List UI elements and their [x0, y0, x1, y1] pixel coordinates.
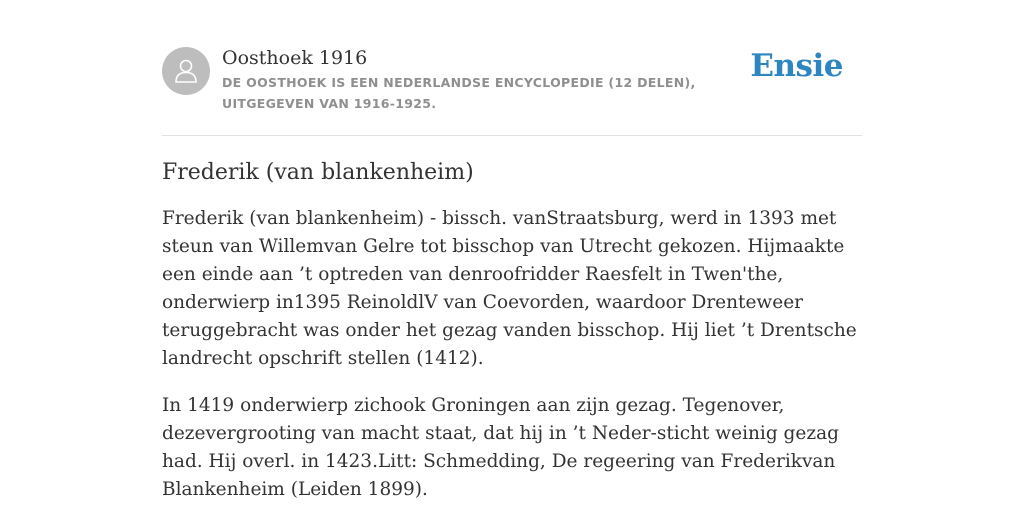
article-body	[162, 205, 862, 504]
brand-logo[interactable]: Ensie	[750, 48, 843, 84]
source-title[interactable]: Oosthoek 1916	[222, 47, 368, 69]
source-description: DE OOSTHOEK IS EEN NEDERLANDSE ENCYCLOPEDIE (12 DELEN), UITGEGEVEN VAN 1916-1925.	[222, 75, 696, 111]
source-header	[162, 44, 862, 136]
article-paragraph: Frederik (van blankenheim) - bissch. vanStraatsburg, werd in 1393 met steun van Willemvan Gelre tot bisschop van Utrecht gekozen. Hijmaakte een einde aan ’t optreden van denroofridder Raesfelt in Twen'the, onderwierp in1395 ReinoldlV van Coevorden, waardoor Drenteweer teruggebracht was onder het gezag vanden bisschop. Hij liet ’t Drentsche landrecht opschrift stellen (1412).	[162, 208, 857, 369]
article-title: Frederik (van blankenheim)	[162, 160, 474, 185]
person-outline-icon	[171, 56, 201, 86]
article-card	[162, 44, 862, 523]
article-paragraph: In 1419 onderwierp zichook Groningen aan zijn gezag. Tegenover, dezevergrooting van macht staat, dat hij in ’t Neder-sticht weinig gezag had. Hij overl. in 1423.Litt: Schmedding, De regeering van Frederikvan Blankenheim (Leiden 1899).	[162, 395, 839, 500]
user-avatar-icon[interactable]	[162, 47, 210, 95]
